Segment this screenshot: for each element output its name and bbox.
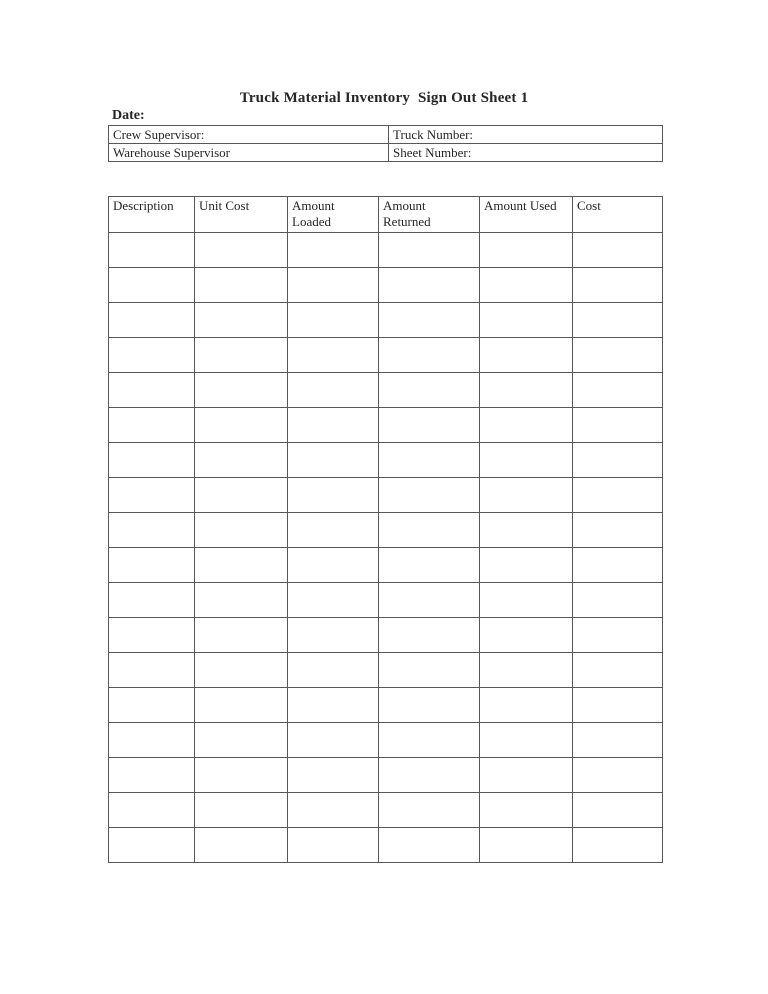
empty-cell (109, 268, 195, 303)
empty-cell (195, 408, 288, 443)
empty-cell (288, 548, 379, 583)
empty-row (109, 233, 663, 268)
empty-cell (379, 513, 480, 548)
header-description: Description (109, 197, 195, 233)
empty-cell (195, 513, 288, 548)
empty-cell (480, 268, 573, 303)
empty-cell (573, 443, 663, 478)
warehouse-supervisor-cell: Warehouse Supervisor (109, 144, 389, 162)
empty-cell (573, 303, 663, 338)
empty-cell (195, 548, 288, 583)
empty-cell (288, 408, 379, 443)
empty-cell (195, 653, 288, 688)
empty-row (109, 793, 663, 828)
empty-cell (379, 233, 480, 268)
empty-row (109, 303, 663, 338)
empty-cell (573, 723, 663, 758)
empty-cell (379, 688, 480, 723)
empty-cell (379, 268, 480, 303)
empty-row (109, 408, 663, 443)
empty-cell (109, 233, 195, 268)
empty-row (109, 478, 663, 513)
empty-cell (480, 618, 573, 653)
empty-cell (109, 583, 195, 618)
empty-cell (379, 373, 480, 408)
empty-cell (379, 653, 480, 688)
empty-cell (195, 583, 288, 618)
empty-cell (379, 338, 480, 373)
empty-cell (195, 793, 288, 828)
empty-row (109, 373, 663, 408)
empty-cell (379, 793, 480, 828)
empty-cell (109, 793, 195, 828)
empty-cell (379, 408, 480, 443)
info-row-supervisor (109, 126, 663, 144)
empty-cell (288, 828, 379, 863)
info-row-warehouse (109, 144, 663, 162)
empty-cell (195, 233, 288, 268)
empty-cell (288, 373, 379, 408)
empty-cell (573, 548, 663, 583)
empty-cell (195, 303, 288, 338)
empty-cell (109, 443, 195, 478)
empty-cell (379, 303, 480, 338)
empty-cell (109, 408, 195, 443)
empty-cell (195, 688, 288, 723)
empty-row (109, 583, 663, 618)
empty-row (109, 723, 663, 758)
empty-cell (573, 793, 663, 828)
empty-cell (379, 758, 480, 793)
inventory-header-row (109, 197, 663, 233)
empty-cell (573, 233, 663, 268)
empty-row (109, 618, 663, 653)
empty-cell (480, 408, 573, 443)
empty-row (109, 548, 663, 583)
empty-cell (573, 828, 663, 863)
empty-cell (109, 513, 195, 548)
empty-cell (480, 758, 573, 793)
empty-cell (109, 373, 195, 408)
header-cost: Cost (573, 197, 663, 233)
empty-cell (195, 828, 288, 863)
empty-cell (288, 513, 379, 548)
empty-cell (288, 583, 379, 618)
empty-row (109, 688, 663, 723)
empty-cell (379, 478, 480, 513)
empty-cell (480, 303, 573, 338)
empty-row (109, 758, 663, 793)
empty-cell (288, 443, 379, 478)
empty-cell (480, 688, 573, 723)
empty-cell (480, 443, 573, 478)
empty-cell (379, 443, 480, 478)
empty-row (109, 513, 663, 548)
empty-cell (480, 548, 573, 583)
empty-cell (480, 583, 573, 618)
page-title: Truck Material Inventory Sign Out Sheet 1 (239, 90, 529, 106)
empty-cell (480, 233, 573, 268)
inventory-empty-rows (109, 233, 663, 863)
empty-row (109, 828, 663, 863)
empty-cell (288, 268, 379, 303)
empty-cell (379, 723, 480, 758)
inventory-table (108, 196, 663, 863)
empty-cell (195, 723, 288, 758)
empty-cell (288, 653, 379, 688)
date-label: Date: (112, 108, 145, 123)
empty-cell (573, 373, 663, 408)
empty-cell (573, 268, 663, 303)
empty-cell (480, 513, 573, 548)
empty-row (109, 268, 663, 303)
empty-cell (288, 723, 379, 758)
empty-row (109, 338, 663, 373)
empty-cell (288, 618, 379, 653)
header-amount-loaded: Amount Loaded (288, 197, 379, 233)
empty-cell (379, 548, 480, 583)
crew-supervisor-cell: Crew Supervisor: (109, 126, 389, 144)
empty-cell (573, 583, 663, 618)
empty-cell (195, 443, 288, 478)
empty-cell (288, 233, 379, 268)
header-amount-returned: Amount Returned (379, 197, 480, 233)
empty-cell (480, 338, 573, 373)
empty-cell (573, 688, 663, 723)
empty-cell (288, 338, 379, 373)
empty-cell (480, 653, 573, 688)
empty-cell (573, 408, 663, 443)
empty-cell (480, 793, 573, 828)
empty-cell (195, 758, 288, 793)
empty-cell (109, 653, 195, 688)
empty-cell (379, 828, 480, 863)
empty-cell (288, 303, 379, 338)
empty-cell (288, 478, 379, 513)
header-amount-used: Amount Used (480, 197, 573, 233)
empty-cell (109, 828, 195, 863)
empty-cell (573, 338, 663, 373)
empty-row (109, 443, 663, 478)
truck-number-cell: Truck Number: (389, 126, 663, 144)
empty-cell (195, 618, 288, 653)
empty-cell (573, 618, 663, 653)
empty-cell (379, 618, 480, 653)
empty-cell (195, 268, 288, 303)
empty-cell (480, 478, 573, 513)
empty-cell (573, 653, 663, 688)
empty-cell (109, 478, 195, 513)
supervisor-info-table (108, 125, 663, 162)
empty-cell (480, 373, 573, 408)
empty-cell (109, 548, 195, 583)
empty-cell (573, 513, 663, 548)
empty-row (109, 653, 663, 688)
empty-cell (109, 758, 195, 793)
empty-cell (288, 793, 379, 828)
sheet-number-cell: Sheet Number: (389, 144, 663, 162)
empty-cell (573, 758, 663, 793)
empty-cell (109, 618, 195, 653)
empty-cell (288, 758, 379, 793)
empty-cell (480, 723, 573, 758)
empty-cell (109, 338, 195, 373)
empty-cell (379, 583, 480, 618)
empty-cell (109, 723, 195, 758)
empty-cell (195, 373, 288, 408)
empty-cell (109, 688, 195, 723)
empty-cell (109, 303, 195, 338)
empty-cell (195, 338, 288, 373)
empty-cell (480, 828, 573, 863)
empty-cell (573, 478, 663, 513)
empty-cell (195, 478, 288, 513)
empty-cell (288, 688, 379, 723)
header-unit-cost: Unit Cost (195, 197, 288, 233)
